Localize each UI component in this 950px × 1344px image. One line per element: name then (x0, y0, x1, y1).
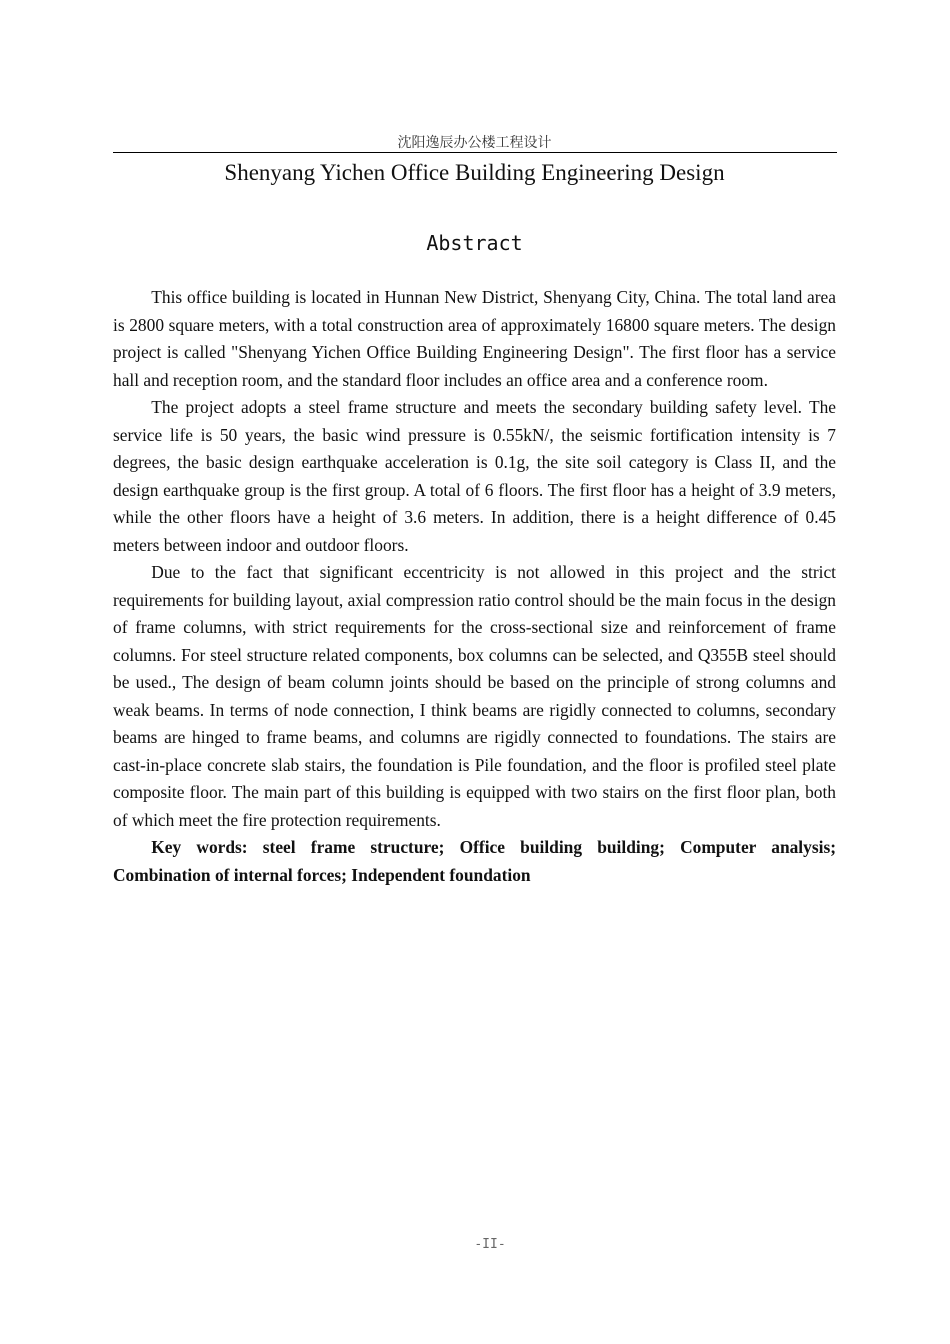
abstract-body (113, 284, 836, 889)
running-header: 沈阳逸辰办公楼工程设计 (397, 135, 552, 151)
keywords: Key words: steel frame structure; Office building building; Computer analysis; Combination of internal forces; Independent foundation (113, 837, 836, 885)
document-title: Shenyang Yichen Office Building Engineering Design (224, 160, 725, 185)
paragraph: Due to the fact that significant eccentricity is not allowed in this project and the strict requirements for building layout, axial compression ratio control should be the main focus in the design of frame columns, with strict requirements for the cross-sectional size and reinforcement of frame columns. For steel structure related components, box columns can be selected, and Q355B steel should be used., The design of beam column joints should be based on the principle of strong columns and weak beams. In terms of node connection, I think beams are rigidly connected to columns, secondary beams are hinged to frame beams, and columns are rigidly connected to foundations. The stairs are cast-in-place concrete slab stairs, the foundation is Pile foundation, and the floor is profiled steel plate composite floor. The main part of this building is equipped with two stairs on the first floor plan, both of which meet the fire protection requirements. (113, 562, 836, 830)
section-heading: Abstract (426, 231, 523, 255)
paragraph: This office building is located in Hunnan New District, Shenyang City, China. The total land area is 2800 square meters, with a total construction area of approximately 16800 square meters. The design project is called "Shenyang Yichen Office Building Engineering Design". The first floor has a service hall and reception room, and the standard floor includes an office area and a conference room. (113, 287, 836, 390)
header-rule (113, 152, 837, 153)
page-number: -II- (474, 1237, 506, 1252)
paragraph: The project adopts a steel frame structure and meets the secondary building safety level. The service life is 50 years, the basic wind pressure is 0.55kN/, the seismic fortification intensity is 7 degrees, the basic design earthquake acceleration is 0.1g, the site soil category is Class II, and the design earthquake group is the first group. A total of 6 floors. The first floor has a height of 3.9 meters, while the other floors have a height of 3.6 meters. In addition, there is a height difference of 0.45 meters between indoor and outdoor floors. (113, 397, 836, 555)
